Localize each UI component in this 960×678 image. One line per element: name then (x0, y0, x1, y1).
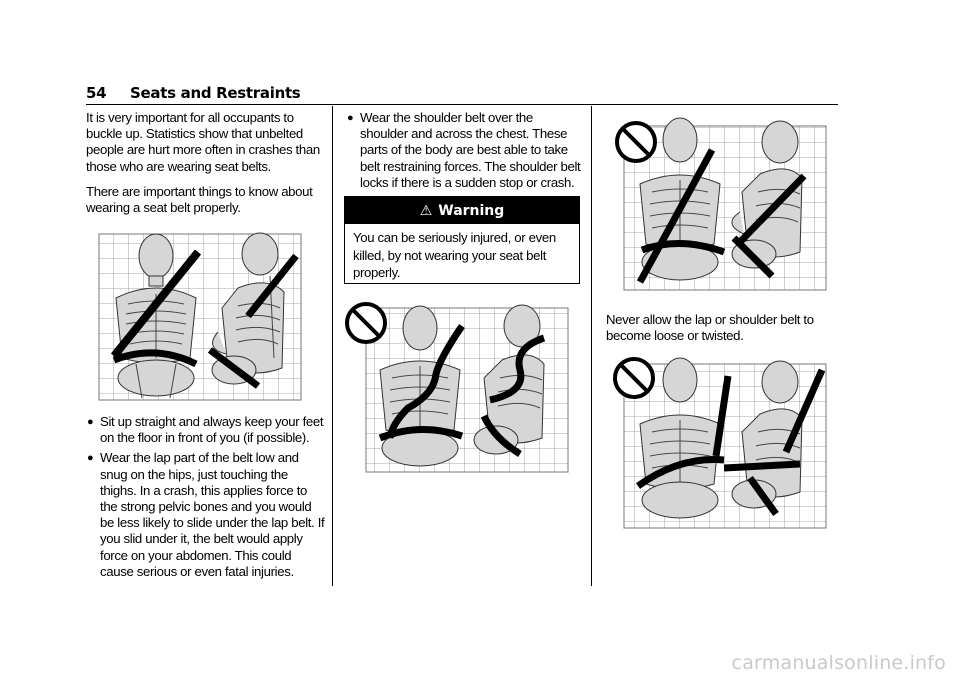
left-column (86, 110, 324, 216)
bullet-icon: ● (87, 452, 94, 465)
page-header (86, 84, 838, 105)
left-bullets (86, 414, 326, 584)
watermark: carmanualsonline.info (731, 652, 946, 674)
bullet-icon: ● (87, 416, 94, 428)
list-item: ● Wear the lap part of the belt low and snug on the hips, just touching the thighs. In a crash, this applies force to the strong pelvic bones and you would be less likely to slide under the lap belt. If you slid under it, the belt would apply force on your abdomen. This could cause serious or even fatal injuries. (87, 450, 325, 579)
incorrect-belt-figure-arm (604, 112, 830, 292)
warning-text: You can be seriously injured, or even killed, by not wearing your seat belt properly. (353, 230, 556, 280)
list-item: ● Wear the shoulder belt over the shoulder and across the chest. These parts of the body are best able to take belt restraining forces. The shoulder belt locks if there is a sudden stop or crash. (347, 110, 581, 190)
column-divider (591, 106, 592, 586)
warning-triangle-icon: ⚠ (419, 202, 433, 219)
warning-box (344, 196, 580, 284)
incorrect-belt-figure-twisted (344, 298, 572, 474)
warning-header (345, 197, 579, 224)
intro-paragraph: There are important things to know about wearing a seat belt properly. (86, 183, 313, 216)
correct-belt-figure (98, 228, 302, 402)
warning-title: Warning (438, 202, 505, 219)
section-title: Seats and Restraints (130, 84, 301, 102)
right-caption (606, 312, 834, 344)
intro-paragraph: It is very important for all occupants to buckle up. Statistics show that unbelted people are hurt more often in crashes than those who are wearing seat belts. (86, 110, 320, 174)
middle-column (346, 110, 582, 195)
caption-text: Never allow the lap or shoulder belt to become loose or twisted. (606, 312, 814, 344)
bullet-icon: ● (347, 112, 354, 124)
list-item: ● Sit up straight and always keep your feet on the floor in front of you (if possible). (87, 414, 324, 446)
column-divider (332, 106, 333, 586)
incorrect-belt-figure-loose (604, 356, 830, 530)
page-number: 54 (86, 84, 107, 102)
